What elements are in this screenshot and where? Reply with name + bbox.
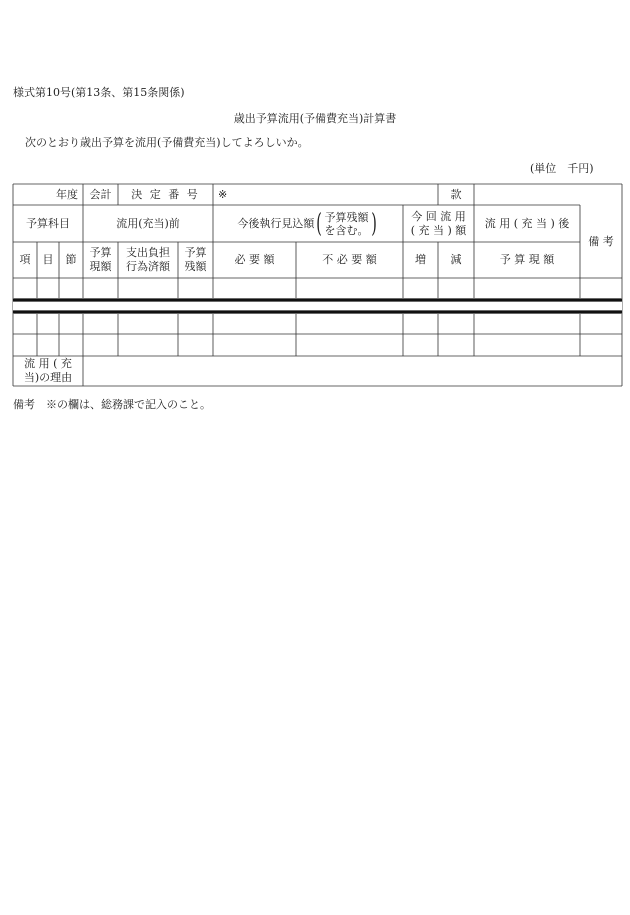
shishutsu-stack [126, 246, 170, 274]
yosan-gengaku-stack [90, 246, 112, 274]
cell-setsu: 節 [65, 253, 77, 266]
cell-kongo-shikko [213, 205, 403, 242]
cell-ryuyo-mae: 流用(充当)前 [116, 216, 180, 230]
cell-biko-header: 備 考 [588, 234, 614, 248]
cell-yosan-gengaku [83, 242, 118, 278]
kongo-paren-line1: 予算残額 [324, 210, 369, 224]
cell-fuhitsuyo: 不 必 要 額 [322, 253, 377, 266]
shishutsu-line1: 支出負担 [126, 246, 170, 259]
zangaku-line2: 残額 [184, 260, 207, 273]
cell-kan: 款 [450, 187, 462, 201]
cell-yosan-kamoku: 予算科目 [26, 216, 70, 230]
paren-close: ) [370, 208, 377, 239]
cell-moku: 目 [42, 253, 54, 266]
cell-yosan-zangaku [178, 242, 213, 278]
zangaku-line1: 予算 [184, 246, 207, 259]
reason-line1: 流 用 ( 充 [24, 357, 72, 370]
cell-gen: 減 [450, 253, 462, 266]
cell-nendo: 年度 [56, 187, 78, 201]
cell-shishutsu-futan [118, 242, 178, 278]
yosan-gengaku-line1: 予算 [89, 246, 112, 259]
cell-mark: ※ [218, 187, 228, 201]
cell-zou: 増 [415, 253, 426, 266]
kongo-shikko-label: 今後執行見込額 [237, 216, 315, 230]
cell-yosan-gengaku-after: 予 算 現 額 [499, 253, 555, 266]
zangaku-stack [185, 246, 207, 274]
form-number: 様式第10号(第13条、第15条関係) [13, 86, 185, 99]
cell-ryuyo-go: 流 用 ( 充 当 ) 後 [484, 216, 570, 230]
intro-text: 次のとおり歳出予算を流用(予備費充当)してよろしいか。 [25, 136, 309, 149]
cell-hitsuyo: 必 要 額 [234, 253, 275, 266]
kettei-bango-label: 決 定 番 号 [131, 187, 200, 201]
kongo-paren-line2: を含む。 [324, 223, 369, 237]
unit-label: (単位 千円) [530, 162, 594, 175]
cell-kettei-bango [118, 184, 213, 205]
cell-kaikei: 会計 [89, 187, 112, 201]
remark-text: 備考 ※の欄は、総務課で記入のこと。 [13, 398, 211, 411]
konkai-line2: ( 充 当 ) 額 [410, 223, 467, 237]
document-title: 歳出予算流用(予備費充当)計算書 [233, 112, 397, 125]
kongo-shikko-content [237, 208, 378, 239]
cell-konkai [403, 205, 474, 242]
cell-reason [13, 356, 83, 386]
paren-open: ( [316, 208, 323, 239]
yosan-gengaku-line2: 現額 [89, 260, 112, 273]
reason-stack [24, 357, 72, 385]
konkai-stack [411, 210, 467, 238]
cell-kou: 項 [19, 253, 31, 266]
konkai-line1: 今 回 流 用 [411, 209, 466, 223]
shishutsu-line2: 行為済額 [126, 260, 170, 273]
reason-line2: 当)の理由 [23, 371, 73, 384]
kongo-paren-text [325, 211, 369, 237]
